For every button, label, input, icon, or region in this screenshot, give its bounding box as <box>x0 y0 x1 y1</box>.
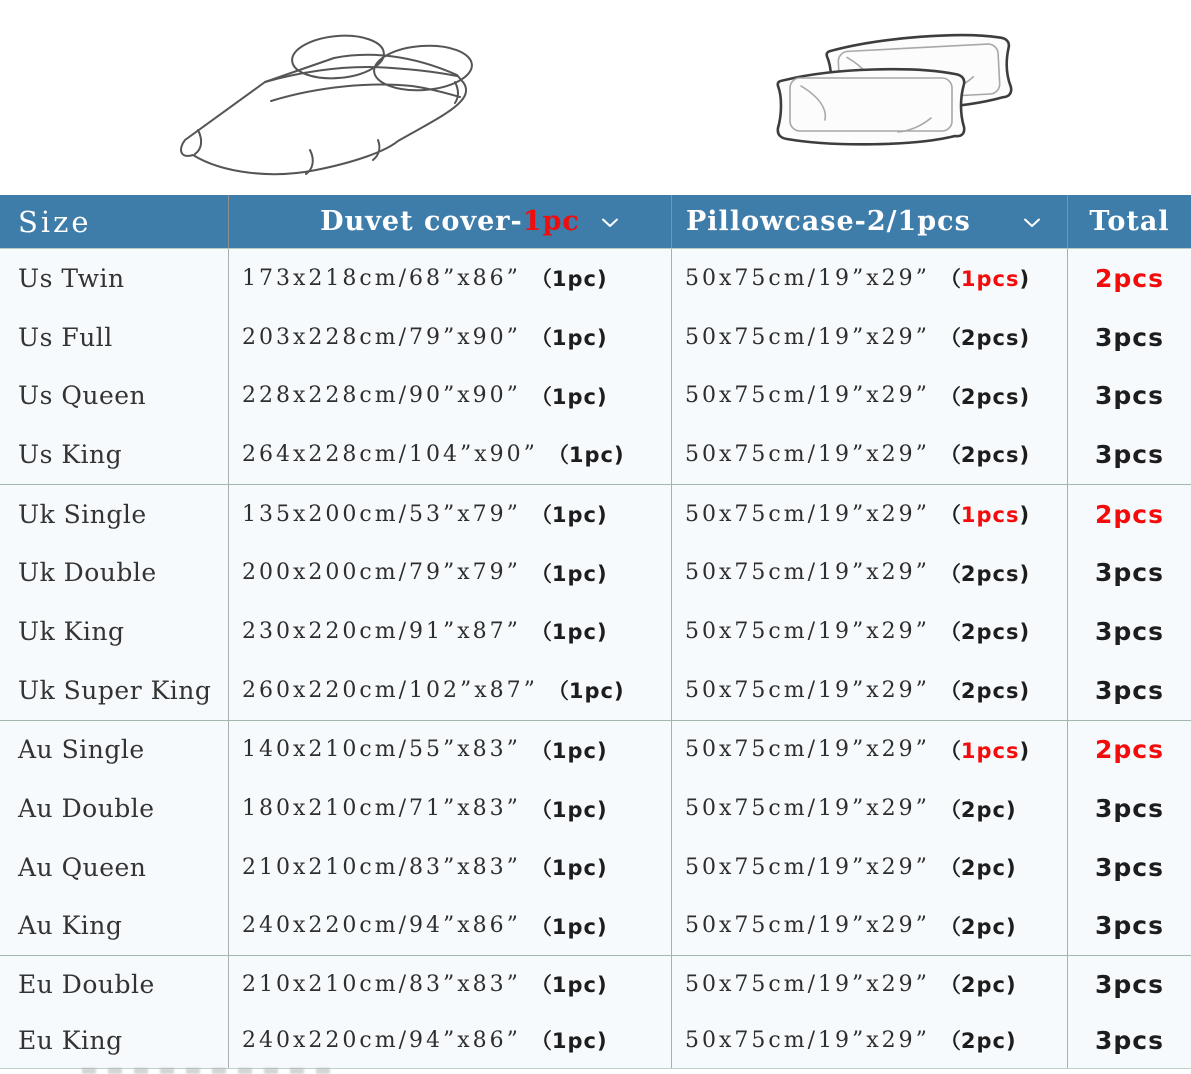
pillowcase-qty <box>940 675 1029 705</box>
paren-open: （ <box>547 443 569 468</box>
duvet-qty <box>531 852 607 882</box>
pillowcase-dimensions: 50x75cm/19”x29” <box>685 441 930 467</box>
total-value: 3pcs <box>1095 794 1164 824</box>
paren-open: （ <box>530 384 552 409</box>
table-row <box>0 721 1191 780</box>
duvet-dimensions: 210x210cm/83”x83” <box>242 971 521 997</box>
duvet-qty <box>531 969 607 999</box>
table-row <box>0 425 1191 484</box>
total-cell <box>1067 661 1191 720</box>
duvet-qty <box>531 322 607 352</box>
duvet-qty-value: 1pc <box>551 914 597 939</box>
pillowcase-cell <box>671 661 1067 720</box>
paren-close: ) <box>1019 384 1030 409</box>
pillowcase-dimensions: 50x75cm/19”x29” <box>685 796 930 822</box>
bed-illustration <box>140 12 520 187</box>
size-label: Au Single <box>18 735 145 765</box>
pillowcase-column-header <box>671 195 1067 248</box>
duvet-qty <box>548 439 624 469</box>
paren-close: ) <box>613 443 624 468</box>
paren-close: ) <box>596 267 607 292</box>
pillowcase-cell <box>671 1012 1067 1068</box>
duvet-dimensions: 240x220cm/94”x86” <box>242 1027 521 1053</box>
duvet-qty-value: 1pc <box>551 561 597 586</box>
duvet-column-header <box>228 195 671 248</box>
paren-close: ) <box>1019 738 1030 763</box>
pillowcase-qty <box>940 794 1016 824</box>
duvet-qty-value: 1pc <box>551 267 597 292</box>
pillowcase-qty <box>940 911 1016 941</box>
pillowcase-dimensions: 50x75cm/19”x29” <box>685 854 930 880</box>
pillowcase-qty-value: 2pc <box>960 1029 1006 1054</box>
total-cell <box>1067 366 1191 425</box>
paren-open: （ <box>530 738 552 763</box>
total-value: 3pcs <box>1095 1025 1164 1055</box>
paren-open: （ <box>530 1029 552 1054</box>
duvet-qty <box>531 263 607 293</box>
size-header-label: Size <box>18 204 92 239</box>
size-cell <box>0 838 228 897</box>
paren-close: ) <box>1005 797 1016 822</box>
duvet-qty-value: 1pc <box>551 738 597 763</box>
pillowcase-qty <box>940 969 1016 999</box>
duvet-dimensions: 135x200cm/53”x79” <box>242 501 521 527</box>
paren-close: ) <box>596 856 607 881</box>
size-label: Uk Double <box>18 558 157 588</box>
total-value: 3pcs <box>1095 675 1164 705</box>
size-label: Uk King <box>18 616 125 646</box>
duvet-qty <box>531 381 607 411</box>
table-row <box>0 543 1191 602</box>
duvet-dimensions: 173x218cm/68”x86” <box>242 265 521 291</box>
table-row <box>0 366 1191 425</box>
table-header-row <box>0 195 1191 249</box>
paren-open: （ <box>939 267 961 292</box>
size-label: Us King <box>18 439 123 469</box>
pillowcase-dimensions: 50x75cm/19”x29” <box>685 971 930 997</box>
paren-open: （ <box>939 620 961 645</box>
pillowcase-cell <box>671 779 1067 838</box>
size-label: Us Full <box>18 322 113 352</box>
size-label: Au Double <box>18 794 155 824</box>
duvet-qty-value: 1pc <box>551 797 597 822</box>
duvet-qty-value: 1pc <box>551 973 597 998</box>
size-cell <box>0 721 228 780</box>
size-chart-table <box>0 195 1191 1069</box>
pillowcase-qty-value: 2pcs <box>960 561 1020 586</box>
paren-open: （ <box>939 914 961 939</box>
pillowcase-dimensions: 50x75cm/19”x29” <box>685 737 930 763</box>
pillowcase-cell <box>671 956 1067 1012</box>
size-cell <box>0 543 228 602</box>
paren-close: ) <box>1019 326 1030 351</box>
total-value: 3pcs <box>1095 381 1164 411</box>
paren-open: （ <box>530 797 552 822</box>
total-cell <box>1067 602 1191 661</box>
paren-close: ) <box>613 679 624 704</box>
pillowcase-dimensions: 50x75cm/19”x29” <box>685 618 930 644</box>
table-body <box>0 249 1191 1069</box>
size-cell <box>0 485 228 544</box>
duvet-qty-value: 1pc <box>551 620 597 645</box>
duvet-qty-value: 1pc <box>568 679 614 704</box>
pillowcase-cell <box>671 838 1067 897</box>
pillowcase-header-label: Pillowcase-2/1pcs <box>686 206 971 237</box>
paren-close: ) <box>596 797 607 822</box>
pillowcase-dimensions: 50x75cm/19”x29” <box>685 560 930 586</box>
table-row <box>0 249 1191 308</box>
pillowcase-dimensions: 50x75cm/19”x29” <box>685 913 930 939</box>
duvet-dimensions: 180x210cm/71”x83” <box>242 796 521 822</box>
paren-close: ) <box>1019 679 1030 704</box>
paren-open: （ <box>939 738 961 763</box>
pillowcase-qty <box>940 263 1029 293</box>
size-label: Au King <box>18 911 123 941</box>
paren-close: ) <box>1005 856 1016 881</box>
total-value: 2pcs <box>1095 735 1164 765</box>
paren-close: ) <box>596 326 607 351</box>
duvet-cell <box>228 249 671 308</box>
pillowcase-dimensions: 50x75cm/19”x29” <box>685 265 930 291</box>
duvet-cell <box>228 308 671 367</box>
total-cell <box>1067 1012 1191 1068</box>
size-group <box>0 721 1191 957</box>
size-cell <box>0 425 228 484</box>
pillowcase-cell <box>671 897 1067 956</box>
table-row <box>0 838 1191 897</box>
size-cell <box>0 1012 228 1068</box>
pillowcase-dimensions: 50x75cm/19”x29” <box>685 324 930 350</box>
chevron-down-icon[interactable] <box>1023 218 1041 228</box>
duvet-header-label: Duvet cover- <box>320 206 523 237</box>
size-label: Uk Single <box>18 499 147 529</box>
total-cell <box>1067 956 1191 1012</box>
duvet-qty-value: 1pc <box>551 503 597 528</box>
pillowcase-qty-value: 2pc <box>960 797 1006 822</box>
paren-open: （ <box>530 503 552 528</box>
table-row <box>0 897 1191 956</box>
size-label: Us Twin <box>18 263 125 293</box>
pillowcase-qty <box>940 852 1016 882</box>
pillowcase-qty <box>940 1025 1016 1055</box>
paren-close: ) <box>1019 443 1030 468</box>
duvet-qty <box>531 1025 607 1055</box>
duvet-header-qty: 1pc <box>522 206 580 237</box>
duvet-cell <box>228 366 671 425</box>
total-value: 3pcs <box>1095 911 1164 941</box>
pillowcase-qty <box>940 735 1029 765</box>
pillowcase-qty <box>940 322 1029 352</box>
paren-open: （ <box>939 679 961 704</box>
paren-open: （ <box>939 561 961 586</box>
table-row <box>0 661 1191 720</box>
size-cell <box>0 308 228 367</box>
duvet-dimensions: 228x228cm/90”x90” <box>242 383 521 409</box>
size-group <box>0 249 1191 485</box>
paren-open: （ <box>530 326 552 351</box>
duvet-cell <box>228 602 671 661</box>
duvet-cell <box>228 838 671 897</box>
pillowcase-qty-value: 2pc <box>960 856 1006 881</box>
paren-close: ) <box>596 620 607 645</box>
duvet-qty <box>531 911 607 941</box>
paren-close: ) <box>1005 973 1016 998</box>
paren-close: ) <box>1005 1029 1016 1054</box>
duvet-cell <box>228 956 671 1012</box>
size-label: Eu King <box>18 1025 123 1055</box>
duvet-dimensions: 203x228cm/79”x90” <box>242 324 521 350</box>
paren-open: （ <box>530 914 552 939</box>
total-cell <box>1067 543 1191 602</box>
duvet-dimensions: 200x200cm/79”x79” <box>242 560 521 586</box>
paren-close: ) <box>1005 914 1016 939</box>
pillowcase-qty-value: 2pcs <box>960 679 1020 704</box>
paren-open: （ <box>939 1029 961 1054</box>
duvet-qty-value: 1pc <box>551 326 597 351</box>
duvet-qty-value: 1pc <box>568 443 614 468</box>
paren-open: （ <box>939 856 961 881</box>
duvet-dimensions: 230x220cm/91”x87” <box>242 618 521 644</box>
paren-open: （ <box>530 561 552 586</box>
paren-open: （ <box>530 267 552 292</box>
duvet-cell <box>228 1012 671 1068</box>
pillowcase-qty <box>940 381 1029 411</box>
duvet-cell <box>228 485 671 544</box>
table-row <box>0 956 1191 1012</box>
size-label: Au Queen <box>18 852 147 882</box>
pillowcase-qty-value: 1pcs <box>960 267 1020 292</box>
pillowcase-qty <box>940 499 1029 529</box>
size-cell <box>0 249 228 308</box>
duvet-qty <box>531 558 607 588</box>
pillowcase-qty <box>940 439 1029 469</box>
duvet-qty-value: 1pc <box>551 384 597 409</box>
duvet-cell <box>228 425 671 484</box>
duvet-qty <box>531 499 607 529</box>
pillowcase-qty <box>940 616 1029 646</box>
pillowcase-cell <box>671 543 1067 602</box>
pillowcase-dimensions: 50x75cm/19”x29” <box>685 677 930 703</box>
paren-close: ) <box>1019 503 1030 528</box>
size-cell <box>0 956 228 1012</box>
total-cell <box>1067 779 1191 838</box>
total-value: 2pcs <box>1095 499 1164 529</box>
table-row <box>0 602 1191 661</box>
pillowcase-dimensions: 50x75cm/19”x29” <box>685 501 930 527</box>
paren-close: ) <box>596 973 607 998</box>
table-row <box>0 779 1191 838</box>
table-row <box>0 1012 1191 1068</box>
duvet-qty <box>548 675 624 705</box>
total-cell <box>1067 721 1191 780</box>
size-label: Uk Super King <box>18 675 212 705</box>
paren-open: （ <box>939 503 961 528</box>
paren-open: （ <box>530 973 552 998</box>
duvet-cell <box>228 661 671 720</box>
pillowcase-qty-value: 2pcs <box>960 384 1020 409</box>
duvet-cell <box>228 543 671 602</box>
table-row <box>0 485 1191 544</box>
duvet-dimensions: 210x210cm/83”x83” <box>242 854 521 880</box>
duvet-qty-value: 1pc <box>551 1029 597 1054</box>
size-cell <box>0 897 228 956</box>
pillowcase-cell <box>671 602 1067 661</box>
paren-close: ) <box>596 561 607 586</box>
pillowcase-cell <box>671 425 1067 484</box>
paren-open: （ <box>939 797 961 822</box>
pillowcase-cell <box>671 721 1067 780</box>
pillowcase-qty-value: 1pcs <box>960 738 1020 763</box>
size-cell <box>0 661 228 720</box>
pillowcase-cell <box>671 308 1067 367</box>
total-value: 3pcs <box>1095 439 1164 469</box>
paren-open: （ <box>530 620 552 645</box>
pillowcase-qty <box>940 558 1029 588</box>
paren-close: ) <box>596 1029 607 1054</box>
pillowcase-qty-value: 1pcs <box>960 503 1020 528</box>
duvet-qty <box>531 616 607 646</box>
paren-close: ) <box>596 914 607 939</box>
cropped-next-row-artifact <box>82 1068 340 1074</box>
size-cell <box>0 779 228 838</box>
size-cell <box>0 602 228 661</box>
paren-open: （ <box>939 326 961 351</box>
total-cell <box>1067 249 1191 308</box>
illustration-banner <box>0 0 1191 195</box>
total-cell <box>1067 425 1191 484</box>
paren-close: ) <box>1019 267 1030 292</box>
duvet-qty <box>531 794 607 824</box>
paren-close: ) <box>596 738 607 763</box>
table-row <box>0 308 1191 367</box>
paren-close: ) <box>596 384 607 409</box>
paren-open: （ <box>547 679 569 704</box>
size-label: Eu Double <box>18 969 155 999</box>
total-value: 3pcs <box>1095 616 1164 646</box>
paren-close: ) <box>1019 620 1030 645</box>
pillowcase-qty-value: 2pcs <box>960 620 1020 645</box>
pillowcases-illustration <box>763 18 1085 170</box>
total-value: 3pcs <box>1095 322 1164 352</box>
paren-open: （ <box>939 384 961 409</box>
pillowcase-cell <box>671 366 1067 425</box>
total-column-header <box>1067 195 1191 248</box>
size-column-header <box>0 195 228 248</box>
total-value: 2pcs <box>1095 263 1164 293</box>
pillowcase-qty-value: 2pc <box>960 973 1006 998</box>
size-label: Us Queen <box>18 381 147 411</box>
total-cell <box>1067 308 1191 367</box>
pillowcase-cell <box>671 249 1067 308</box>
paren-close: ) <box>596 503 607 528</box>
pillowcase-cell <box>671 485 1067 544</box>
pillowcase-qty-value: 2pc <box>960 914 1006 939</box>
chevron-down-icon[interactable] <box>601 218 619 228</box>
size-group <box>0 956 1191 1069</box>
paren-open: （ <box>530 856 552 881</box>
paren-open: （ <box>939 443 961 468</box>
duvet-qty <box>531 735 607 765</box>
total-value: 3pcs <box>1095 852 1164 882</box>
total-header-label: Total <box>1089 206 1170 237</box>
total-cell <box>1067 838 1191 897</box>
duvet-cell <box>228 721 671 780</box>
pillowcase-qty-value: 2pcs <box>960 326 1020 351</box>
duvet-cell <box>228 779 671 838</box>
duvet-dimensions: 240x220cm/94”x86” <box>242 913 521 939</box>
pillowcase-qty-value: 2pcs <box>960 443 1020 468</box>
total-value: 3pcs <box>1095 558 1164 588</box>
pillowcase-dimensions: 50x75cm/19”x29” <box>685 383 930 409</box>
size-cell <box>0 366 228 425</box>
pillowcase-dimensions: 50x75cm/19”x29” <box>685 1027 930 1053</box>
duvet-qty-value: 1pc <box>551 856 597 881</box>
total-cell <box>1067 485 1191 544</box>
size-group <box>0 485 1191 721</box>
duvet-dimensions: 140x210cm/55”x83” <box>242 737 521 763</box>
total-cell <box>1067 897 1191 956</box>
paren-open: （ <box>939 973 961 998</box>
duvet-cell <box>228 897 671 956</box>
duvet-dimensions: 260x220cm/102”x87” <box>242 677 538 703</box>
total-value: 3pcs <box>1095 969 1164 999</box>
paren-close: ) <box>1019 561 1030 586</box>
duvet-dimensions: 264x228cm/104”x90” <box>242 441 538 467</box>
